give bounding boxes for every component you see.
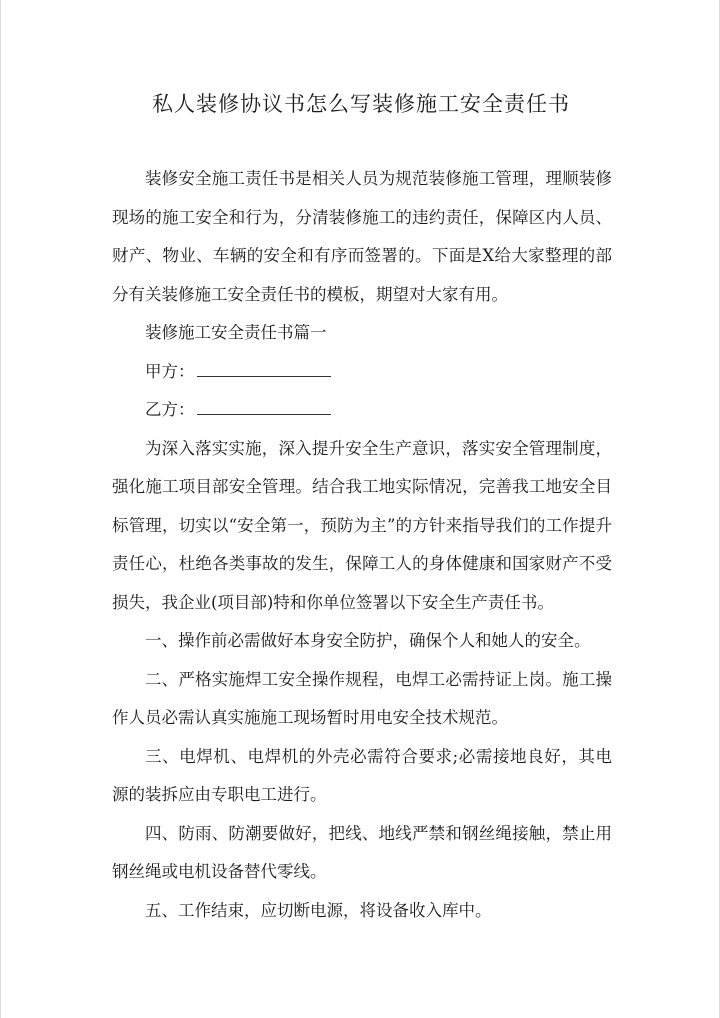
clause-5: 五、工作结束，应切断电源，将设备收入库中。 <box>145 900 492 920</box>
clause-2: 二、严格实施焊工安全操作规程，电焊工必需持证上岗。施工操作人员必需认真实施施工现场暂时用电安全技术规范。 <box>112 669 612 727</box>
section-heading: 装修施工安全责任书篇一 <box>145 323 327 342</box>
party-b-signature-blank <box>197 396 331 415</box>
party-a-line <box>112 353 612 392</box>
clause-1: 一、操作前必需做好本身安全防护，确保个人和她人的安全。 <box>145 631 591 650</box>
preamble-paragraph: 为深入落实实施，深入提升安全生产意识，落实安全管理制度，强化施工项目部安全管理。结合我工地实际情况，完善我工地安全目标管理，切实以“安全第一，预防为主”的方针来指导我们的工作提升责任心，杜绝各类事故的发生，保障工人的身体健康和国家财产不受损失，我企业(项目部)特和你单位签署以下安全生产责任书。 <box>112 438 612 612</box>
party-a-signature-blank <box>197 358 331 377</box>
document-body <box>112 160 612 930</box>
clause-3: 三、电焊机、电焊机的外壳必需符合要求;必需接地良好，其电源的装拆应由专职电工进行。 <box>112 746 612 804</box>
party-a-label: 甲方： <box>145 361 195 381</box>
document-title: 私人装修协议书怎么写装修施工安全责任书 <box>152 92 570 116</box>
party-b-label: 乙方： <box>145 400 195 419</box>
clause-4: 四、防雨、防潮要做好，把线、地线严禁和钢丝绳接触，禁止用钢丝绳或电机设备替代零线。 <box>112 823 612 881</box>
party-b-line <box>112 391 612 430</box>
intro-paragraph: 装修安全施工责任书是相关人员为规范装修施工管理，理顺装修现场的施工安全和行为，分清装修施工的违约责任，保障区内人员、财产、物业、车辆的安全和有序而签署的。下面是X给大家整理的部分有关装修施工安全责任书的模板，期望对大家有用。 <box>112 169 612 304</box>
